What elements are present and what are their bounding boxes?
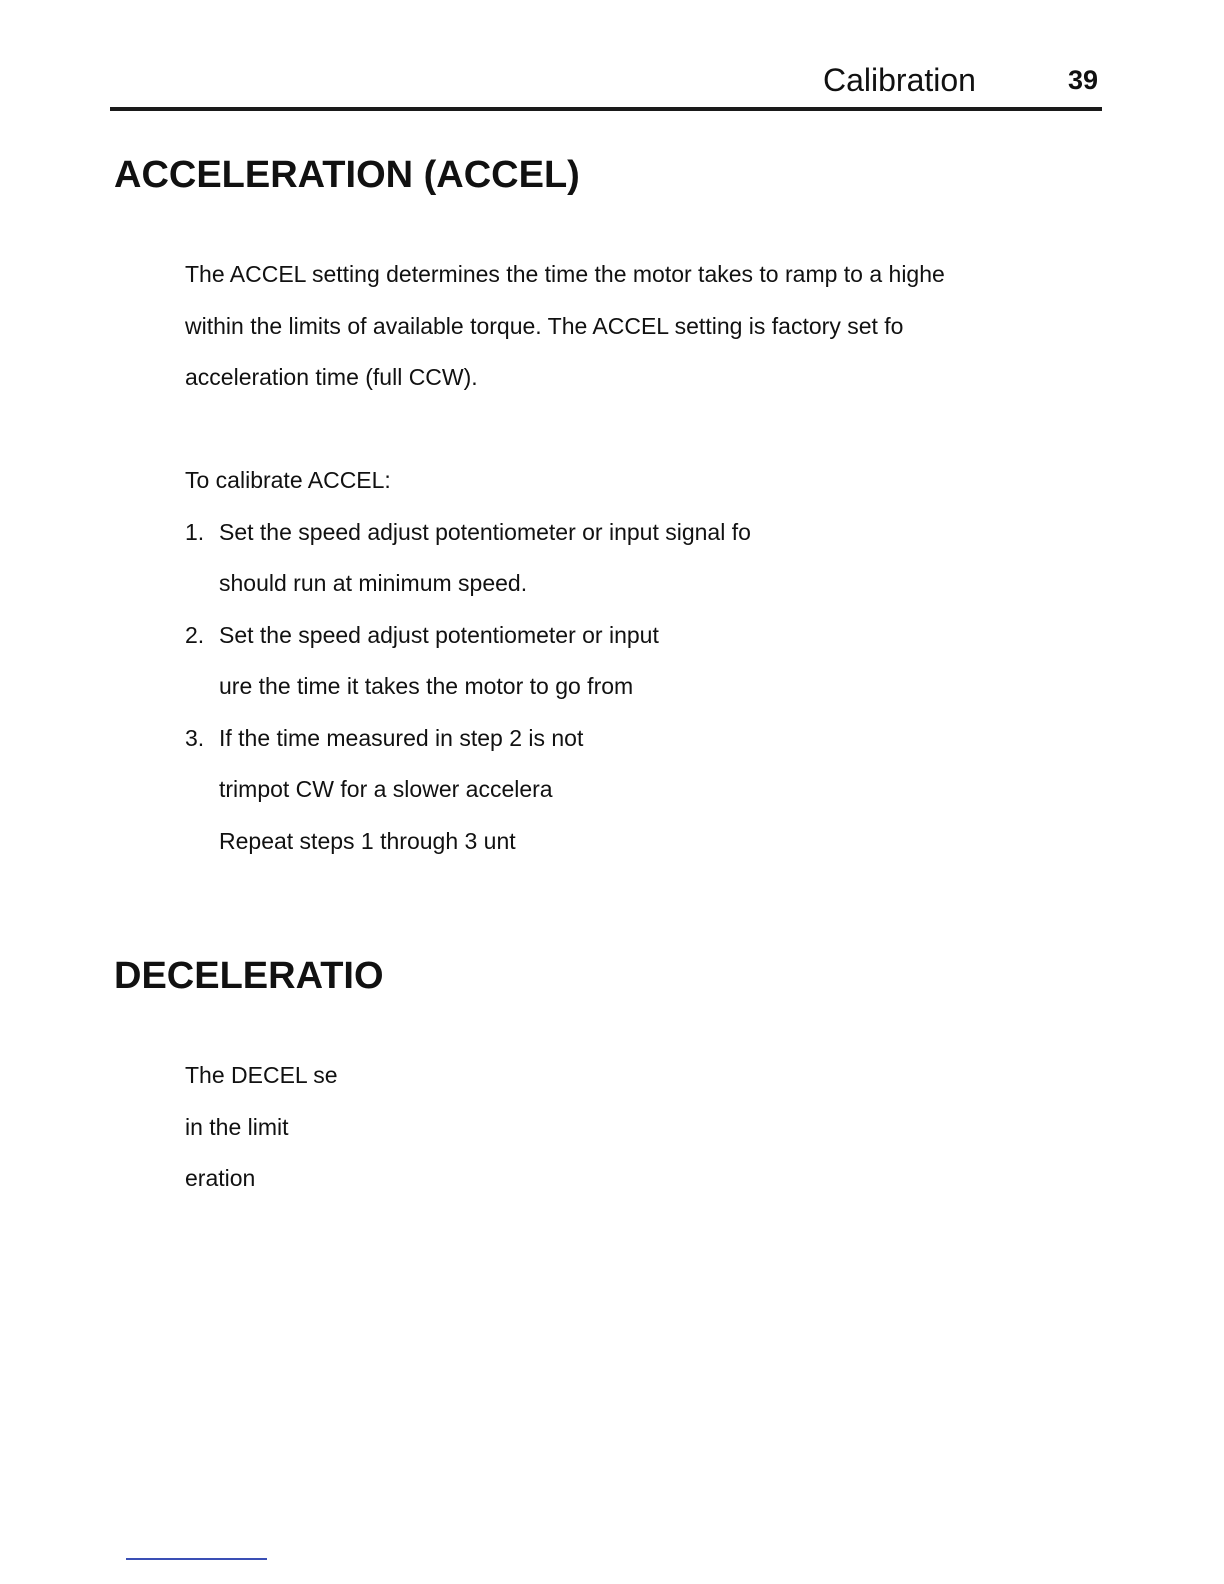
page-number: 39 — [1068, 65, 1099, 95]
step-line: Set the speed adjust potentiometer or input signal fo — [219, 519, 751, 545]
step-number: 1. — [185, 519, 205, 545]
calibrate-intro: To calibrate ACCEL: — [185, 467, 391, 493]
paragraph-line: The DECEL se — [185, 1062, 338, 1088]
accel-heading: ACCELERATION (ACCEL) — [114, 154, 580, 196]
step-line: If the time measured in step 2 is not — [219, 725, 584, 751]
step-line: ure the time it takes the motor to go from — [219, 673, 634, 699]
step-line: should run at minimum speed. — [219, 570, 528, 596]
paragraph-line: within the limits of available torque. The ACCEL setting is factory set fo — [185, 313, 904, 339]
header-divider — [110, 107, 1102, 111]
step-line: trimpot CW for a slower accelera — [219, 776, 553, 802]
step-number: 2. — [185, 622, 205, 648]
paragraph-line: The ACCEL setting determines the time the motor takes to ramp to a highe — [185, 261, 945, 287]
header-section-title: Calibration — [823, 62, 976, 98]
step-number: 3. — [185, 725, 205, 751]
paragraph-line: eration — [185, 1165, 256, 1191]
paragraph-line: acceleration time (full CCW). — [185, 364, 478, 390]
step-line: Set the speed adjust potentiometer or input — [219, 622, 659, 648]
footer-divider — [126, 1558, 267, 1560]
paragraph-line: in the limit — [185, 1114, 289, 1140]
step-line: Repeat steps 1 through 3 unt — [219, 828, 516, 854]
decel-heading: DECELERATIO — [114, 955, 384, 997]
